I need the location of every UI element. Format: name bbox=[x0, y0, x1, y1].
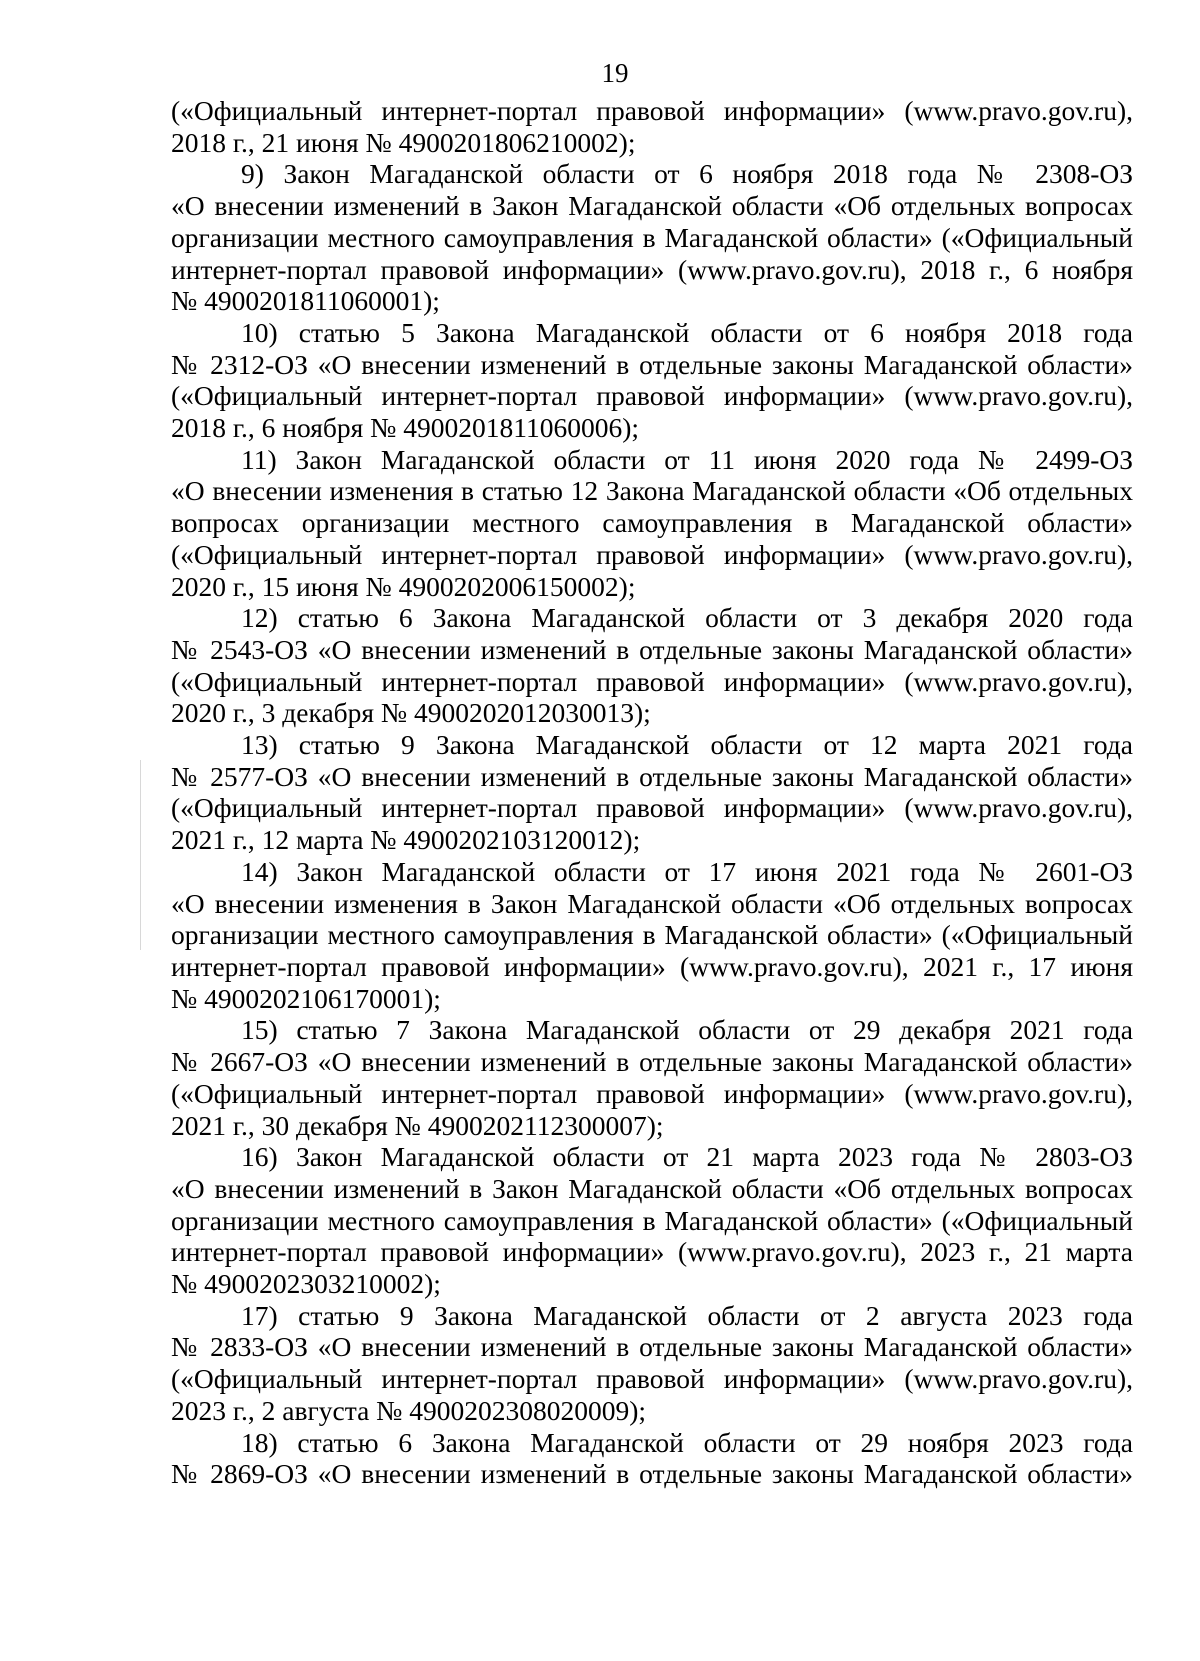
text-line: «О внесении изменения в Закон Магаданской области «Об отдельных вопросах bbox=[171, 887, 1133, 919]
document-body bbox=[171, 95, 1133, 1490]
text-line: 12) статью 6 Закона Магаданской области от 3 декабря 2020 года bbox=[241, 602, 1133, 634]
scan-margin-mark bbox=[140, 760, 141, 950]
text-line: интернет-портал правовой информации» (www.pravo.gov.ru), 2018 г., 6 ноября bbox=[171, 253, 1133, 285]
text-line: вопросах организации местного самоуправления в Магаданской области» bbox=[171, 507, 1133, 539]
text-line: («Официальный интернет-портал правовой информации» (www.pravo.gov.ru), bbox=[171, 380, 1133, 412]
text-line: интернет-портал правовой информации» (www.pravo.gov.ru), 2023 г., 21 марта bbox=[171, 1236, 1133, 1268]
document-paragraph bbox=[171, 158, 1133, 317]
text-line: № 2833-ОЗ «О внесении изменений в отдельные законы Магаданской области» bbox=[171, 1331, 1133, 1363]
text-line: № 4900201811060001); bbox=[171, 285, 440, 317]
document-paragraph bbox=[171, 856, 1133, 1015]
text-line: организации местного самоуправления в Магаданской области» («Официальный bbox=[171, 221, 1133, 253]
text-line: № 2577-ОЗ «О внесении изменений в отдельные законы Магаданской области» bbox=[171, 760, 1133, 792]
text-line: («Официальный интернет-портал правовой информации» (www.pravo.gov.ru), bbox=[171, 538, 1133, 570]
text-line: организации местного самоуправления в Магаданской области» («Официальный bbox=[171, 919, 1133, 951]
text-line: № 4900202303210002); bbox=[171, 1268, 441, 1300]
text-line: 2020 г., 3 декабря № 4900202012030013); bbox=[171, 697, 651, 729]
text-line: 16) Закон Магаданской области от 21 марта 2023 года № 2803-ОЗ bbox=[241, 1141, 1133, 1173]
text-line: «О внесении изменения в статью 12 Закона Магаданской области «Об отдельных bbox=[171, 475, 1133, 507]
document-paragraph bbox=[171, 602, 1133, 729]
text-line: организации местного самоуправления в Магаданской области» («Официальный bbox=[171, 1204, 1133, 1236]
text-line: № 2869-ОЗ «О внесении изменений в отдельные законы Магаданской области» bbox=[171, 1458, 1133, 1490]
text-line: 10) статью 5 Закона Магаданской области от 6 ноября 2018 года bbox=[241, 316, 1133, 348]
text-line: 13) статью 9 Закона Магаданской области от 12 марта 2021 года bbox=[241, 729, 1133, 761]
text-line: 11) Закон Магаданской области от 11 июня 2020 года № 2499-ОЗ bbox=[241, 443, 1133, 475]
document-paragraph bbox=[171, 1141, 1133, 1300]
text-line: 2021 г., 30 декабря № 4900202112300007); bbox=[171, 1109, 664, 1141]
text-line: № 2312-ОЗ «О внесении изменений в отдельные законы Магаданской области» bbox=[171, 348, 1133, 380]
text-line: 14) Закон Магаданской области от 17 июня 2021 года № 2601-ОЗ bbox=[241, 855, 1133, 887]
text-line: 2021 г., 12 марта № 4900202103120012); bbox=[171, 824, 641, 856]
document-paragraph bbox=[171, 95, 1133, 158]
text-line: («Официальный интернет-портал правовой информации» (www.pravo.gov.ru), bbox=[171, 792, 1133, 824]
text-line: 9) Закон Магаданской области от 6 ноября 2018 года № 2308-ОЗ bbox=[241, 158, 1133, 190]
text-line: 15) статью 7 Закона Магаданской области от 29 декабря 2021 года bbox=[241, 1014, 1133, 1046]
text-line: интернет-портал правовой информации» (www.pravo.gov.ru), 2021 г., 17 июня bbox=[171, 950, 1133, 982]
text-line: («Официальный интернет-портал правовой информации» (www.pravo.gov.ru), bbox=[171, 665, 1133, 697]
text-line: № 4900202106170001); bbox=[171, 982, 441, 1014]
text-line: 2018 г., 6 ноября № 4900201811060006); bbox=[171, 412, 640, 444]
text-line: («Официальный интернет-портал правовой информации» (www.pravo.gov.ru), bbox=[171, 1363, 1133, 1395]
text-line: 2020 г., 15 июня № 4900202006150002); bbox=[171, 570, 636, 602]
text-line: «О внесении изменений в Закон Магаданской области «Об отдельных вопросах bbox=[171, 1172, 1133, 1204]
document-paragraph bbox=[171, 317, 1133, 444]
text-line: («Официальный интернет-портал правовой информации» (www.pravo.gov.ru), bbox=[171, 95, 1133, 126]
text-line: 17) статью 9 Закона Магаданской области от 2 августа 2023 года bbox=[241, 1299, 1133, 1331]
text-line: 2018 г., 21 июня № 4900201806210002); bbox=[171, 126, 636, 158]
text-line: 18) статью 6 Закона Магаданской области от 29 ноября 2023 года bbox=[241, 1426, 1133, 1458]
text-line: 2023 г., 2 августа № 4900202308020009); bbox=[171, 1394, 647, 1426]
text-line: («Официальный интернет-портал правовой информации» (www.pravo.gov.ru), bbox=[171, 1077, 1133, 1109]
text-line: № 2667-ОЗ «О внесении изменений в отдельные законы Магаданской области» bbox=[171, 1046, 1133, 1078]
document-paragraph bbox=[171, 444, 1133, 603]
text-line: «О внесении изменений в Закон Магаданской области «Об отдельных вопросах bbox=[171, 190, 1133, 222]
document-paragraph bbox=[171, 1014, 1133, 1141]
page-number: 19 bbox=[601, 58, 629, 88]
document-paragraph bbox=[171, 1300, 1133, 1427]
text-line: № 2543-ОЗ «О внесении изменений в отдельные законы Магаданской области» bbox=[171, 633, 1133, 665]
document-paragraph bbox=[171, 1427, 1133, 1490]
document-paragraph bbox=[171, 729, 1133, 856]
